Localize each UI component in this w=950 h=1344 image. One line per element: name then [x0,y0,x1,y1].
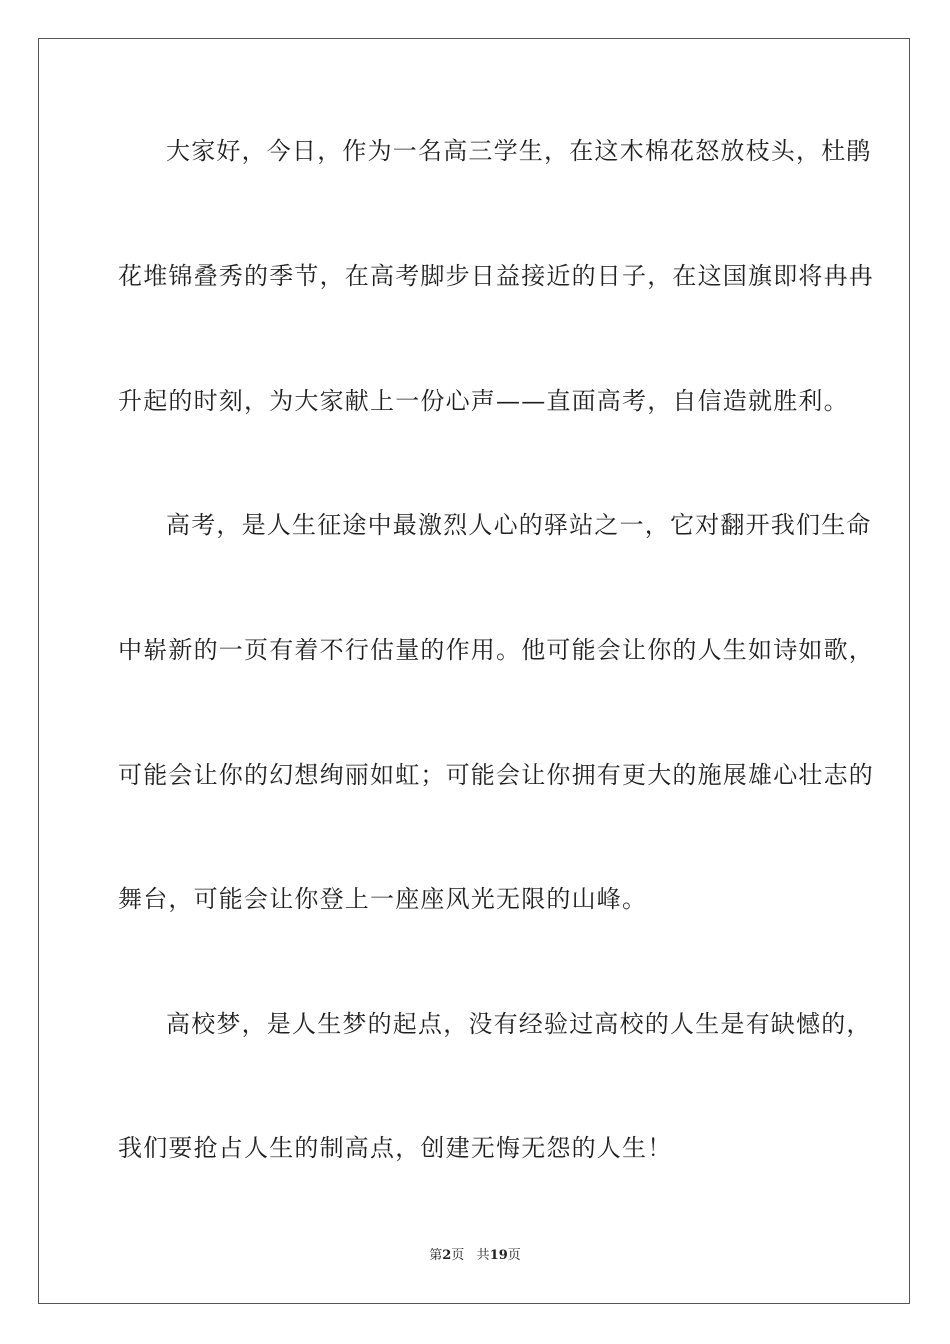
paragraph-2-line-4: 舞台，可能会让你登上一座座风光无限的山峰。 [118,885,648,913]
paragraph-1-line-1: 大家好，今日，作为一名高三学生，在这木棉花怒放枝头，杜鹃 [166,137,872,165]
total-pages-suffix: 页 [507,1248,521,1263]
page-number-suffix: 页 [451,1248,465,1263]
page-border [38,38,910,1304]
paragraph-2-line-3: 可能会让你的幻想绚丽如虹；可能会让你拥有更大的施展雄心壮志的 [118,761,874,789]
paragraph-2-line-1: 高考，是人生征途中最激烈人心的驿站之一，它对翻开我们生命 [166,511,872,539]
paragraph-1-line-2: 花堆锦叠秀的季节，在高考脚步日益接近的日子，在这国旗即将冉冉 [118,262,874,290]
paragraph-3-line-1: 高校梦，是人生梦的起点，没有经验过高校的人生是有缺憾的， [166,1010,872,1038]
paragraph-1-line-3: 升起的时刻，为大家献上一份心声——直面高考，自信造就胜利。 [118,387,849,415]
paragraph-3-line-2: 我们要抢占人生的制高点，创建无悔无怨的人生！ [118,1134,673,1162]
page-footer [0,1247,950,1265]
page-number-prefix: 第 [429,1248,443,1263]
total-pages: 19 [489,1248,508,1263]
total-pages-prefix: 共 [476,1248,490,1263]
paragraph-2-line-2: 中崭新的一页有着不行估量的作用。他可能会让你的人生如诗如歌， [118,636,874,664]
page-number: 2 [442,1248,452,1263]
